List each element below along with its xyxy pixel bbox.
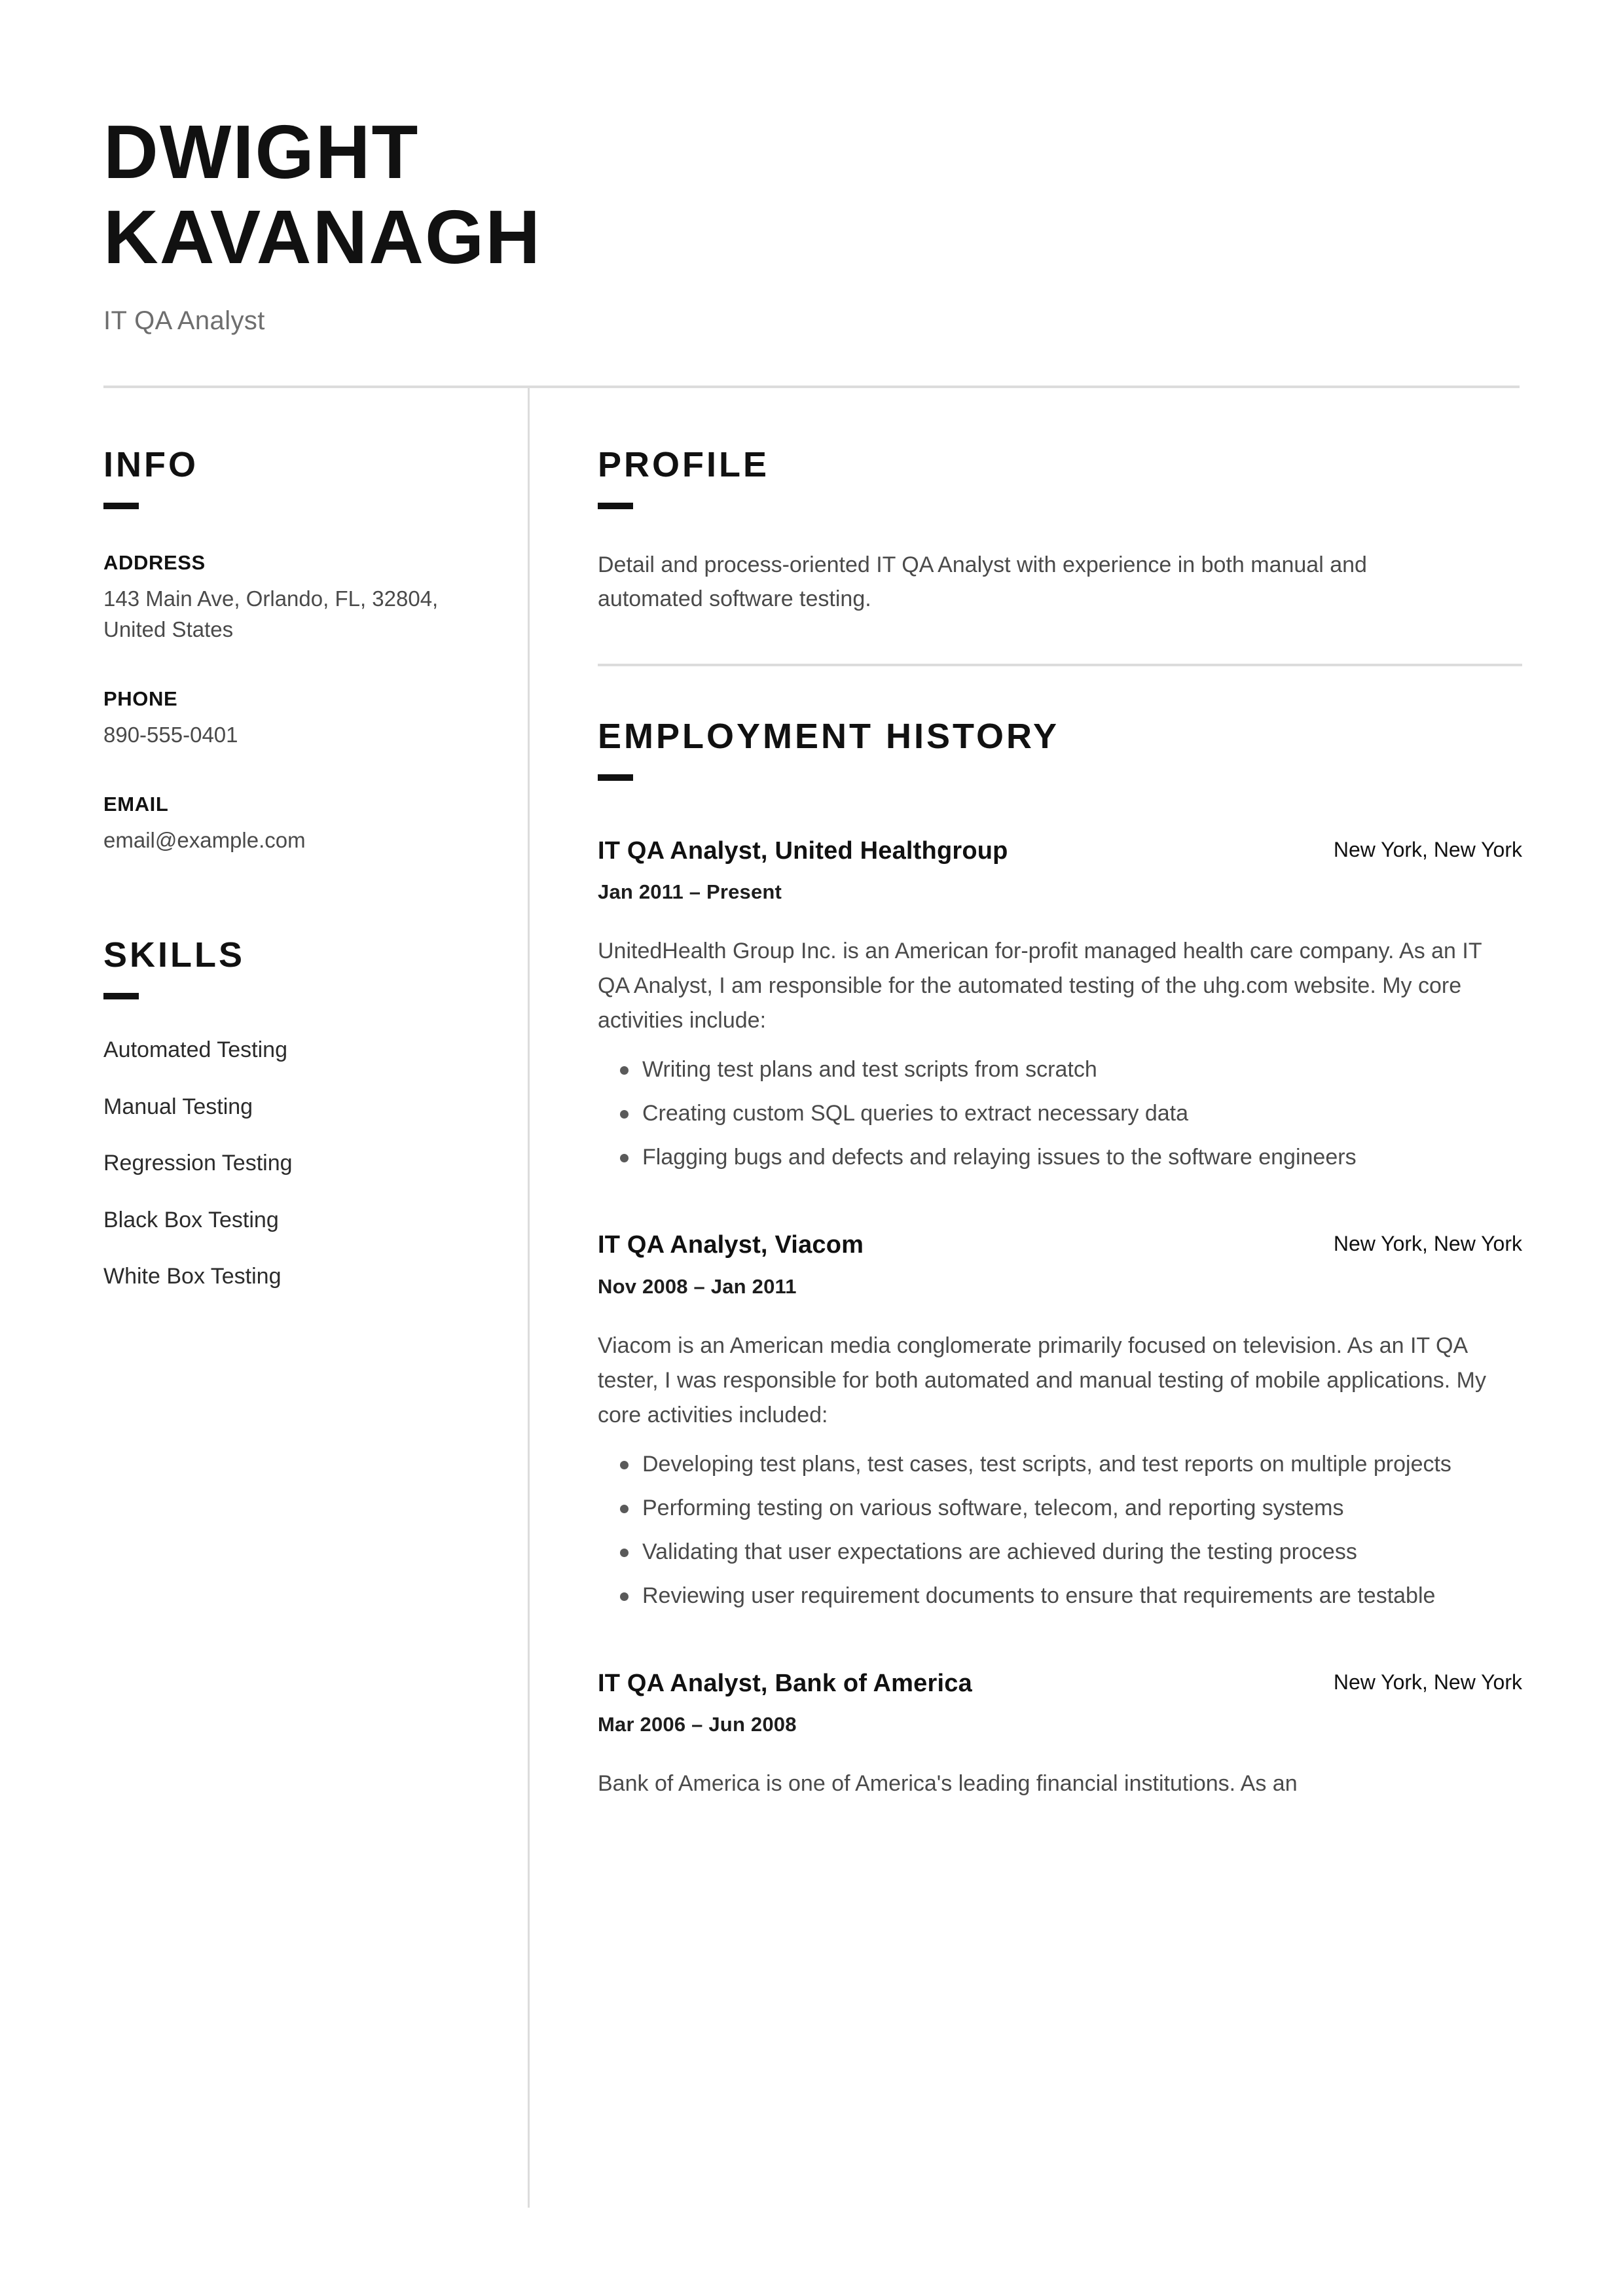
resume-body bbox=[103, 388, 1520, 2208]
address-value: 143 Main Ave, Orlando, FL, 32804, United States bbox=[103, 586, 439, 642]
employment-heading-bar bbox=[598, 774, 633, 781]
job-title: IT QA Analyst, Bank of America bbox=[598, 1670, 972, 1698]
resume-header bbox=[103, 0, 1520, 336]
job-entry bbox=[598, 1230, 1522, 1613]
job-entry bbox=[598, 836, 1522, 1175]
info-section bbox=[103, 446, 488, 856]
job-bullet: Reviewing user requirement documents to ensure that requirements are testable bbox=[598, 1579, 1508, 1613]
job-bullet: Validating that user expectations are achieved during the testing process bbox=[598, 1535, 1508, 1570]
job-dates: Nov 2008 – Jan 2011 bbox=[598, 1274, 797, 1298]
job-dates: Jan 2011 – Present bbox=[598, 880, 782, 904]
job-bullet-list bbox=[598, 1447, 1508, 1613]
info-field-address bbox=[103, 551, 488, 645]
profile-heading-bar bbox=[598, 503, 633, 509]
main-content bbox=[530, 388, 1522, 2208]
candidate-first-name: DWIGHT bbox=[103, 109, 420, 194]
skills-section bbox=[103, 936, 488, 1291]
employment-section bbox=[598, 717, 1522, 1802]
address-label: ADDRESS bbox=[103, 551, 206, 575]
job-description: Bank of America is one of America's leading financial institutions. As an bbox=[598, 1771, 1298, 1797]
job-location: New York, New York bbox=[1333, 1670, 1522, 1695]
email-label: EMAIL bbox=[103, 792, 169, 816]
job-title: IT QA Analyst, United Healthgroup bbox=[598, 836, 1008, 865]
profile-section bbox=[598, 446, 1522, 617]
profile-text: Detail and process-oriented IT QA Analyst with experience in both manual and automated software testing. bbox=[598, 552, 1367, 611]
job-bullet: Writing test plans and test scripts from scratch bbox=[598, 1052, 1508, 1087]
job-bullet: Creating custom SQL queries to extract necessary data bbox=[598, 1096, 1508, 1131]
employment-heading: EMPLOYMENT HISTORY bbox=[598, 716, 1060, 756]
skill-item: White Box Testing bbox=[103, 1264, 282, 1289]
job-bullet: Flagging bugs and defects and relaying issues to the software engineers bbox=[598, 1140, 1508, 1175]
candidate-last-name: KAVANAGH bbox=[103, 194, 542, 279]
skill-item: Regression Testing bbox=[103, 1151, 293, 1176]
info-field-email bbox=[103, 793, 488, 856]
job-description: UnitedHealth Group Inc. is an American for-profit managed health care company. As an IT QA Analyst, I am responsible for the automated testing of the uhg.com website. My core activities include: bbox=[598, 939, 1482, 1033]
job-dates: Mar 2006 – Jun 2008 bbox=[598, 1713, 797, 1736]
job-topline bbox=[598, 1668, 1522, 1698]
email-value: email@example.com bbox=[103, 827, 306, 852]
phone-value: 890-555-0401 bbox=[103, 722, 238, 747]
skill-item: Automated Testing bbox=[103, 1037, 287, 1063]
info-heading: INFO bbox=[103, 444, 198, 484]
job-bullet: Developing test plans, test cases, test scripts, and test reports on multiple projects bbox=[598, 1447, 1508, 1482]
job-topline bbox=[598, 1230, 1522, 1260]
skill-item: Manual Testing bbox=[103, 1094, 253, 1119]
job-title: IT QA Analyst, Viacom bbox=[598, 1231, 864, 1259]
job-bullet: Performing testing on various software, telecom, and reporting systems bbox=[598, 1491, 1508, 1526]
info-field-phone bbox=[103, 687, 488, 751]
job-entry bbox=[598, 1668, 1522, 1801]
job-location: New York, New York bbox=[1333, 837, 1522, 861]
profile-divider bbox=[598, 664, 1522, 666]
sidebar bbox=[103, 388, 528, 2208]
skill-item: Black Box Testing bbox=[103, 1207, 279, 1232]
skills-heading-bar bbox=[103, 993, 139, 999]
profile-heading: PROFILE bbox=[598, 444, 770, 484]
skills-list bbox=[103, 1036, 488, 1291]
info-heading-bar bbox=[103, 503, 139, 509]
phone-label: PHONE bbox=[103, 687, 178, 710]
job-bullet-list bbox=[598, 1052, 1508, 1175]
job-location: New York, New York bbox=[1333, 1232, 1522, 1256]
candidate-job-title: IT QA Analyst bbox=[103, 306, 265, 335]
skills-heading: SKILLS bbox=[103, 935, 246, 975]
job-description: Viacom is an American media conglomerate primarily focused on television. As an IT QA tester, I was responsible for both automated and manual testing of mobile applications. My core activities included: bbox=[598, 1333, 1486, 1427]
job-topline bbox=[598, 836, 1522, 866]
